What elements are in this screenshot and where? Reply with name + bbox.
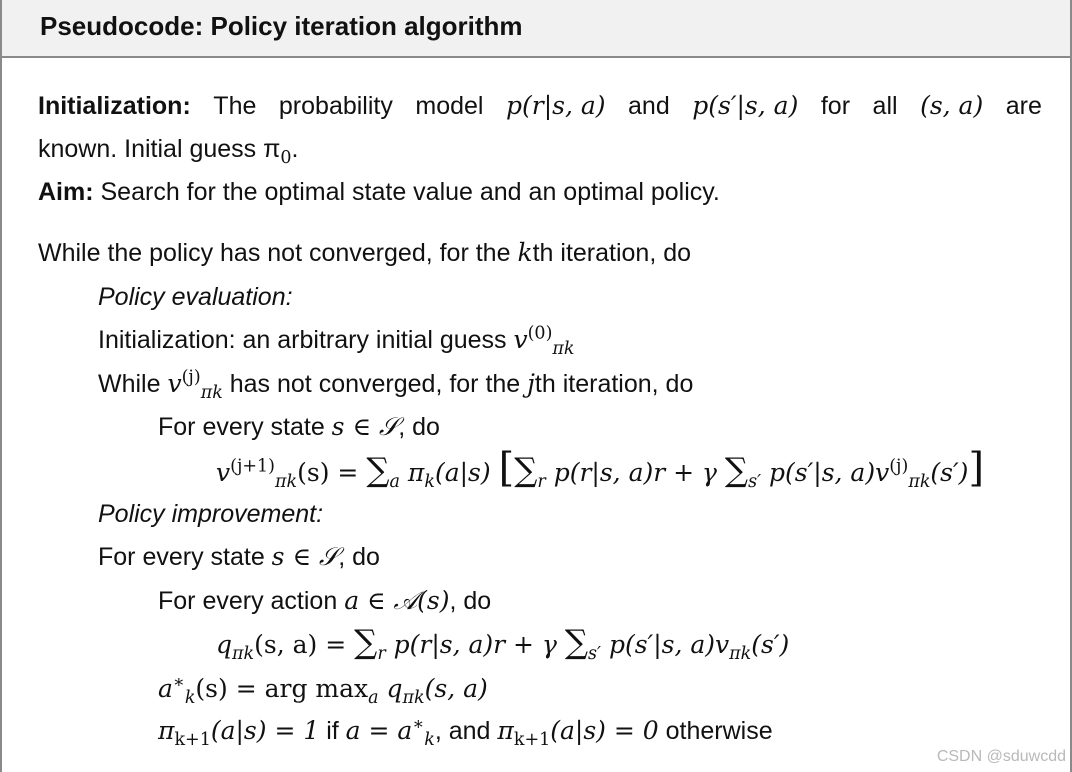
init-word: and — [628, 92, 670, 120]
init-label: Initialization: — [38, 92, 191, 120]
update-sum-s-sub: s′ — [748, 472, 762, 492]
astar: a — [158, 674, 173, 703]
eval-while-sup: (j) — [181, 367, 201, 388]
init-line-2 — [38, 133, 299, 168]
q-tail: (s′) — [751, 630, 790, 659]
q-lhs-sub: πk — [232, 644, 255, 664]
loop-end: th iteration, do — [532, 239, 692, 267]
eval-for-end: , do — [398, 413, 440, 441]
q-lhs: q — [216, 630, 233, 659]
eval-while-v: v — [167, 369, 182, 398]
eval-for-line — [158, 411, 440, 443]
q-value-equation — [216, 623, 790, 664]
pi-and: , and — [434, 717, 498, 745]
impr-for-state-end: , do — [338, 543, 380, 571]
q-sum-r: ∑ — [354, 623, 378, 661]
q-arg: (s, a) = — [254, 630, 355, 659]
update-v: v — [216, 458, 231, 487]
update-sum-r-sub: r — [537, 472, 546, 492]
eval-while-j: j — [527, 369, 535, 398]
update-v-sub: πk — [275, 472, 298, 492]
update-v-sup: (j+1) — [230, 456, 276, 477]
impr-for-state-line — [98, 541, 380, 573]
impr-for-action-end: , do — [449, 587, 492, 615]
eval-while-line — [98, 367, 694, 403]
eval-init-sup: (0) — [527, 323, 553, 344]
update-lhs-arg: (s) = — [297, 458, 367, 487]
update-v2-sup: (j) — [889, 456, 909, 477]
greedy-action-equation — [158, 672, 488, 708]
q-v-sub: πk — [729, 644, 752, 664]
aim-label: Aim: — [38, 178, 94, 206]
update-close-bracket: ] — [968, 445, 985, 491]
pi-cond-sup: ∗ — [412, 714, 425, 735]
init-word: The — [213, 92, 257, 120]
loop-start: While the policy has not converged, for the — [38, 239, 518, 267]
init-guess-text: known. Initial guess π — [38, 135, 281, 163]
eval-while-end: has not converged, for the — [222, 370, 528, 398]
policy-evaluation-title: Policy evaluation: — [98, 283, 293, 311]
update-p: p(s′|s, a)v — [761, 458, 890, 487]
eval-for-math: s ∈ 𝒮 — [331, 412, 399, 441]
q-sum-r-sub: r — [377, 644, 386, 664]
update-pi: π — [399, 458, 425, 487]
pi-lhs-sub: k+1 — [174, 730, 211, 750]
eval-init-line — [98, 323, 575, 359]
impr-for-state-math: s ∈ 𝒮 — [271, 542, 339, 571]
update-sum-a-sub: a — [389, 472, 400, 492]
init-math: (s, a) — [920, 91, 984, 120]
astar-sup: ∗ — [172, 672, 185, 693]
eval-for-text: For every state — [158, 413, 332, 441]
init-word: are — [1005, 92, 1042, 120]
update-open-bracket: [ — [498, 445, 515, 491]
pi-lhs: π — [158, 716, 175, 745]
update-v2-sub: πk — [908, 472, 931, 492]
impr-for-state-text: For every state — [98, 543, 272, 571]
init-word: for — [820, 92, 851, 120]
impr-for-action-text: For every action — [158, 587, 345, 615]
eval-while-tail: th iteration, do — [534, 370, 694, 398]
astar-q-sub: πk — [402, 688, 425, 708]
policy-improvement-title: Policy improvement: — [98, 500, 324, 528]
pi-otherwise: otherwise — [658, 717, 773, 745]
outer-loop-line — [38, 237, 691, 269]
pi-if: if — [319, 717, 346, 745]
update-pi-sub: k — [424, 472, 435, 492]
q-mid: p(r|s, a)r + γ — [385, 630, 565, 659]
watermark: CSDN @sduwcdd — [936, 748, 1066, 765]
policy-update-equation — [158, 714, 773, 750]
eval-while-sub: πk — [200, 383, 223, 403]
impr-for-action-math: a ∈ 𝒜(s) — [344, 586, 450, 615]
update-sum-s: ∑ — [724, 451, 749, 489]
update-tail: (s′) — [930, 458, 969, 487]
init-word: model — [415, 92, 484, 120]
pi-else-eq: (a|s) = 0 — [550, 716, 659, 745]
astar-rest: (s) = arg max — [195, 674, 369, 703]
update-sum-a: ∑ — [366, 451, 390, 489]
aim-line — [38, 176, 720, 208]
pi-else: π — [497, 716, 514, 745]
value-update-equation — [216, 445, 985, 492]
init-guess-sub: 0 — [280, 148, 292, 168]
eval-init-v: v — [513, 325, 528, 354]
pi-cond: a = a — [345, 716, 413, 745]
init-math: p(r|s, a) — [505, 91, 606, 120]
update-pi-arg: (a|s) — [434, 458, 499, 487]
astar-max-sub: a — [368, 688, 379, 708]
loop-k: k — [517, 238, 533, 267]
init-math: p(s′|s, a) — [692, 91, 799, 120]
impr-for-action-line — [158, 585, 491, 617]
algorithm-header — [0, 0, 1072, 58]
pi-cond-sub: k — [424, 730, 435, 750]
q-sum-s: ∑ — [564, 623, 589, 661]
pi-else-sub: k+1 — [513, 730, 551, 750]
q-sum-s-sub: s′ — [588, 644, 601, 664]
algorithm-title: Pseudocode: Policy iteration algorithm — [40, 11, 523, 41]
update-mid: p(r|s, a)r + γ — [545, 458, 725, 487]
q-p: p(s′|s, a)v — [601, 630, 730, 659]
aim-text: Search for the optimal state value and an optimal policy. — [93, 178, 720, 206]
pi-eq: (a|s) = 1 — [210, 716, 320, 745]
eval-while-start: While — [98, 370, 168, 398]
eval-init-text: Initialization: an arbitrary initial guess — [98, 326, 514, 354]
update-sum-r: ∑ — [514, 451, 538, 489]
init-word: probability — [278, 92, 393, 120]
init-line — [38, 90, 1042, 122]
astar-q: q — [378, 674, 403, 703]
init-guess-end: . — [291, 135, 299, 163]
astar-tail: (s, a) — [424, 674, 488, 703]
astar-sub: k — [184, 688, 196, 708]
eval-init-sub: πk — [552, 339, 575, 359]
init-word: all — [872, 92, 898, 120]
